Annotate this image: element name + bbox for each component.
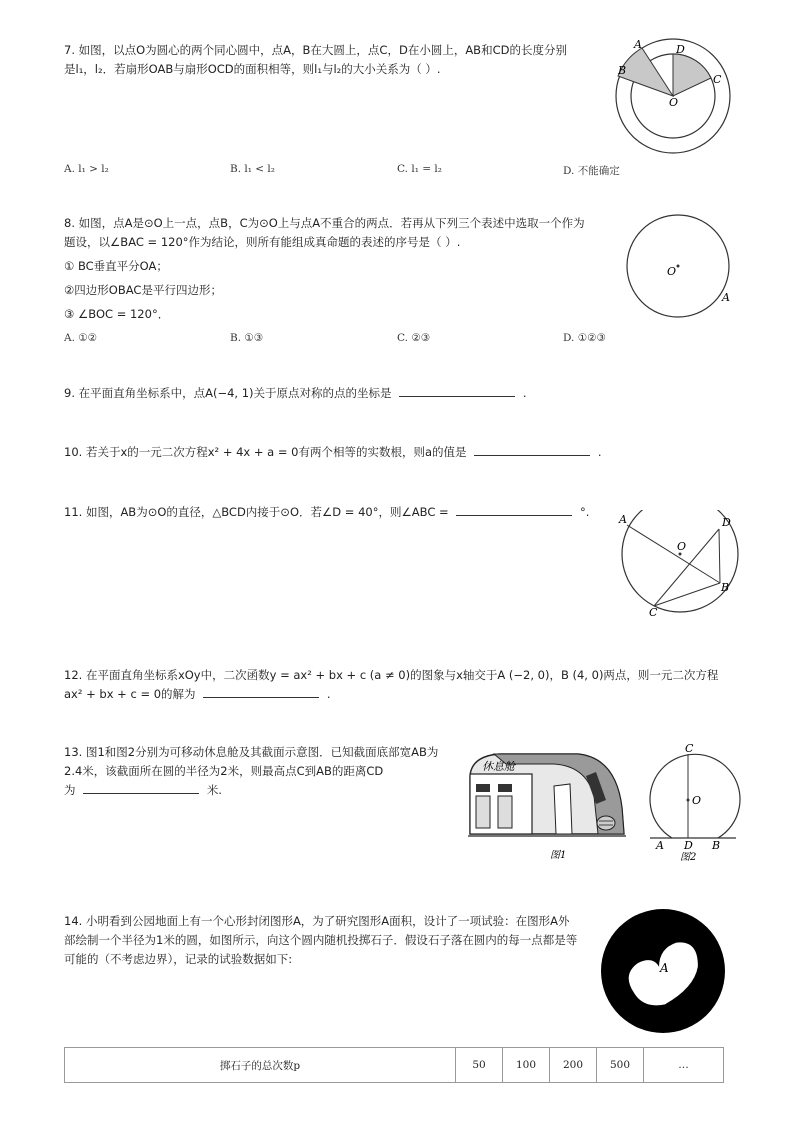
q9-text: 9. 在平面直角坐标系中，点A(−4, 1)关于原点对称的点的坐标是 (64, 386, 392, 400)
table-cell: 100 (503, 1048, 550, 1083)
q8-label-o: O (667, 265, 677, 278)
q13-figure-2 (640, 740, 746, 864)
q11-label-o: O (677, 540, 687, 553)
q7-label-b: B (618, 64, 627, 77)
q11-end: °. (579, 505, 590, 519)
question-14-line2: 部绘制一个半径为1米的圆，如图所示，向这个圆内随机投掷石子．假设石子落在圆内的每一点都是等 (64, 933, 578, 947)
question-12-line2 (64, 685, 331, 704)
q11-figure (612, 510, 742, 620)
q7-figure (614, 36, 740, 162)
q11-diameter-ab (627, 525, 720, 583)
q7-label-a: A (634, 38, 642, 51)
question-13-line1: 13. 图1和图2分别为可移动休息舱及其截面示意图．已知截面底部宽AB为 (64, 745, 439, 759)
q7-label-o: O (669, 96, 679, 109)
q7-option-d: D. 不能确定 (563, 165, 620, 177)
question-13-line2: 2.4米，该截面所在圆的半径为2米，则最高点C到AB的距离CD (64, 764, 384, 778)
q11-answer-blank[interactable] (456, 503, 572, 516)
q11-label-b: B (721, 581, 730, 594)
table-cell: 500 (597, 1048, 644, 1083)
q8-label-a: A (722, 291, 730, 304)
question-7-line1: 7. 如图，以点O为圆心的两个同心圆中，点A，B在大圆上，点C，D在小圆上，AB和CD的长度分别 (64, 43, 567, 57)
q8-center-dot (677, 265, 680, 268)
q11-label-c: C (649, 606, 658, 619)
question-11 (64, 503, 589, 522)
q8-statement-2: ②四边形OBAC是平行四边形； (64, 283, 222, 297)
table-header-cell: 掷石子的总次数p (65, 1048, 456, 1083)
question-8-line1: 8. 如图，点A是⊙O上一点，点B，C为⊙O上与点A不重合的两点．若再从下列三个表述中选取一个作为 (64, 216, 585, 230)
question-7-line2: 是l₁，l₂．若扇形OAB与扇形OCD的面积相等，则l₁与l₂的大小关系为（ ）. (64, 62, 441, 76)
q13-label-a: A (656, 839, 664, 852)
q13-text-pre: 为 (64, 783, 76, 797)
q7-option-b: B. l₁ < l₂ (230, 163, 275, 175)
q13-figure-1-capsule (466, 750, 628, 865)
q13-figure-1-caption: 图1 (550, 850, 567, 861)
q7-sector-ocd (673, 54, 711, 96)
q7-option-a: A. l₁ > l₂ (64, 163, 109, 175)
q7-label-d: D (676, 43, 685, 56)
question-14-line1: 14. 小明看到公园地面上有一个心形封闭图形A，为了研究图形A面积，设计了一项试验：在图形A外 (64, 914, 570, 928)
capsule-door (554, 784, 572, 834)
q11-label-d: D (722, 516, 731, 529)
q14-figure (600, 908, 726, 1034)
q14-data-table (64, 1047, 724, 1083)
question-14-line3: 可能的（不考虑边界），记录的试验数据如下: (64, 952, 293, 966)
table-row (65, 1048, 724, 1083)
capsule-window-2 (498, 784, 512, 792)
q8-statement-3: ③ ∠BOC = 120°． (64, 307, 170, 321)
q13-center-dot (687, 799, 690, 802)
question-12-line1: 12. 在平面直角坐标系xOy中，二次函数y = ax² + bx + c (a ≠ 0)的图象与x轴交于A (−2, 0)，B (4, 0)两点，则一元二次方程 (64, 668, 719, 682)
capsule-panel-1 (476, 796, 490, 828)
q8-option-b: B. ①③ (230, 332, 264, 344)
q13-label-d: D (684, 839, 693, 852)
q10-answer-blank[interactable] (474, 443, 590, 456)
table-cell: 50 (456, 1048, 503, 1083)
q8-option-a: A. ①② (64, 332, 98, 344)
question-8-line2: 题设，以∠BAC = 120°作为结论，则所有能组成真命题的表述的序号是（ ）. (64, 235, 461, 249)
capsule-window-1 (476, 784, 490, 792)
q13-label-c: C (685, 742, 694, 755)
q14-label-a: A (660, 961, 669, 975)
q8-option-c: C. ②③ (397, 332, 431, 344)
q10-text: 10. 若关于x的一元二次方程x² + 4x + a = 0有两个相等的实数根，则a的值是 (64, 445, 467, 459)
q11-chord-db (719, 529, 720, 583)
q13-text-post: 米. (206, 783, 222, 797)
q13-answer-blank[interactable] (83, 781, 199, 794)
capsule-panel-2 (498, 796, 512, 828)
q11-text: 11. 如图，AB为⊙O的直径，△BCD内接于⊙O．若∠D = 40°，则∠ABC = (64, 505, 449, 519)
q12-answer-blank[interactable] (203, 685, 319, 698)
q7-label-c: C (713, 73, 722, 86)
q13-figure-2-caption: 图2 (680, 852, 697, 863)
table-cell-ellipsis: … (644, 1048, 724, 1083)
q12-end: . (326, 687, 331, 701)
q11-label-a: A (619, 513, 627, 526)
q9-answer-blank[interactable] (399, 384, 515, 397)
q13-label-b: B (712, 839, 721, 852)
q8-option-d: D. ①②③ (563, 332, 606, 344)
q9-end: . (522, 386, 527, 400)
question-9 (64, 384, 527, 403)
q10-end: . (597, 445, 602, 459)
q12-text: ax² + bx + c = 0的解为 (64, 687, 196, 701)
q8-figure (624, 212, 739, 322)
table-cell: 200 (550, 1048, 597, 1083)
q8-statement-1: ① BC垂直平分OA； (64, 259, 168, 273)
question-13-line3 (64, 781, 222, 800)
capsule-sign: 休息舱 (482, 760, 515, 773)
question-10 (64, 443, 602, 462)
capsule-vent-icon (597, 816, 615, 830)
q7-option-c: C. l₁ = l₂ (397, 163, 442, 175)
q13-label-o: O (692, 794, 702, 807)
